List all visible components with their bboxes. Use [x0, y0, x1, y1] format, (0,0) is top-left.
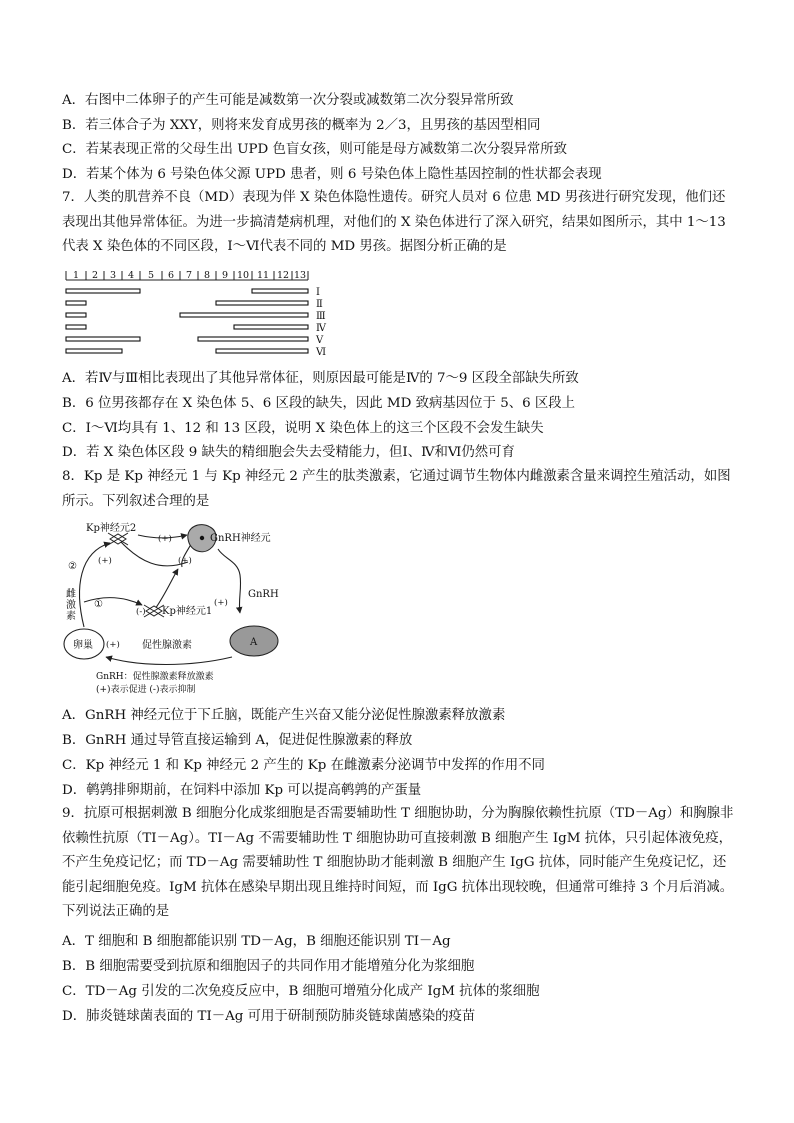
chromosome-bar [234, 325, 308, 329]
chromosome-bar [66, 325, 86, 329]
q6-option-c: C．若某表现正常的父母生出 UPD 色盲女孩，则可能是母方减数第二次分裂异常所致 [62, 142, 568, 157]
q7-option-a: A．若Ⅳ与Ⅲ相比表现出了其他异常体征，则原因最可能是Ⅳ的 7～9 区段全部缺失所致 [62, 371, 579, 386]
row-label: Ⅲ [316, 311, 326, 322]
hormone-label: 促性腺激素 [142, 640, 192, 651]
segment-label: 6 [167, 270, 175, 281]
segment-label: 13 [293, 270, 307, 281]
gnrh-label: GnRH [248, 589, 279, 600]
chromosome-bar [66, 313, 86, 317]
q9-option-a: A．T 细胞和 B 细胞都能识别 TD－Ag，B 细胞还能识别 TI－Ag [62, 934, 451, 949]
chromosome-bar [198, 337, 308, 341]
legend-gnrh: GnRH：促性腺激素释放激素 [96, 672, 214, 682]
row-label: Ⅱ [316, 299, 323, 310]
q8-option-c: C．Kp 神经元 1 和 Kp 神经元 2 产生的 Kp 在雌激素分泌调节中发挥的作用不同 [62, 758, 545, 773]
q7-option-d: D．若 X 染色体区段 9 缺失的精细胞会失去受精能力，但Ⅰ、Ⅳ和Ⅵ仍然可育 [62, 445, 515, 460]
segment-label: 9 [221, 270, 229, 281]
inhibit-sign: (-) [136, 607, 146, 617]
chromosome-bar [66, 289, 140, 293]
chromosome-bar [180, 313, 308, 317]
chromosome-bar [216, 301, 308, 305]
q7-option-b: B．6 位男孩都存在 X 染色体 5、6 区段的缺失，因此 MD 致病基因位于 5、6 区段上 [62, 396, 576, 411]
q6-option-a: A．右图中二体卵子的产生可能是减数第一次分裂或减数第二次分裂异常所致 [62, 93, 514, 108]
path-1-label: ① [94, 599, 103, 610]
segment-label: 3 [109, 270, 117, 281]
ovary-label: 卵巢 [73, 640, 93, 651]
promote-sign: (+) [214, 598, 228, 608]
q9-stem: 9．抗原可根据刺激 B 细胞分化成浆细胞是否需要辅助性 T 细胞协助，分为胸腺依赖性抗原（TD－Ag）和胸腺非依赖性抗原（TI－Ag）。TI－Ag 不需要辅助性 T 细胞协助可直接刺激 B 细胞产生 IgM 抗体，只引起体液免疫，不产生免疫记忆；而 TD－Ag 需要辅助性 T 细胞协助才能刺激 B 细胞产生 IgG 抗体，同时能产生免疫记忆，还能引起细胞免疫。IgM 抗体在感染早期出现且维持时间短，而 IgG 抗体出现较晚，但通常可维持 3 个月后消减。下列说法正确的是 [62, 806, 734, 919]
segment-label: 5 [147, 270, 155, 281]
kp-neuron-2-label: Kp神经元2 [86, 523, 137, 534]
estrogen-label: 雌 [66, 589, 76, 600]
q8-option-b: B．GnRH 通过导管直接运输到 A，促进促性腺激素的释放 [62, 733, 413, 748]
kp-neuron-1-label: Kp神经元1 [162, 606, 213, 617]
gnrh-neuron-label: GnRH神经元 [210, 533, 271, 544]
q9-option-c: C．TD－Ag 引发的二次免疫反应中，B 细胞可增殖分化成产 IgM 抗体的浆细胞 [62, 984, 540, 999]
chromosome-bar [66, 349, 122, 353]
kp-regulation-diagram [60, 517, 300, 697]
q8-option-a: A．GnRH 神经元位于下丘脑，既能产生兴奋又能分泌促性腺激素释放激素 [62, 708, 506, 723]
kp-neuron-2-icon [108, 533, 128, 545]
promote-sign: (+) [158, 534, 172, 544]
chromosome-bar [252, 289, 308, 293]
row-label: Ⅴ [316, 335, 324, 346]
kp-neuron-1-icon [144, 605, 164, 617]
segment-label: 7 [185, 270, 193, 281]
segment-label: 1 [72, 270, 80, 281]
q6-option-d: D．若某个体为 6 号染色体父源 UPD 患者，则 6 号染色体上隐性基因控制的性状都会表现 [62, 167, 602, 182]
row-label: Ⅰ [316, 287, 320, 298]
promote-sign: (+) [106, 640, 120, 650]
q7-option-c: C．Ⅰ～Ⅵ均具有 1、12 和 13 区段，说明 X 染色体上的这三个区段不会发生缺失 [62, 421, 544, 436]
promote-sign: (+) [178, 556, 192, 566]
estrogen-label: 激 [66, 600, 76, 611]
chromosome-bar [66, 337, 140, 341]
estrogen-label: 素 [66, 611, 76, 622]
q8-option-d: D．鹌鹑排卵期前，在饲料中添加 Kp 可以提高鹌鹑的产蛋量 [62, 783, 422, 798]
segment-label: 10 [236, 270, 250, 281]
chromosome-bar [66, 301, 86, 305]
q9-option-b: B．B 细胞需要受到抗原和细胞因子的共同作用才能增殖分化为浆细胞 [62, 959, 475, 974]
segment-label: 11 [256, 270, 270, 281]
segment-label: 12 [276, 270, 290, 281]
x-chromosome-deletion-figure [62, 266, 334, 362]
row-label: Ⅳ [316, 323, 326, 334]
a-label: A [250, 637, 258, 648]
segment-label: 4 [127, 270, 135, 281]
segment-label: 2 [91, 270, 99, 281]
path-2-label: ② [68, 561, 77, 572]
q8-stem: 8．Kp 是 Kp 神经元 1 与 Kp 神经元 2 产生的肽类激素，它通过调节生物体内雌激素含量来调控生殖活动，如图所示。下列叙述合理的是 [62, 469, 731, 509]
q6-option-b: B．若三体合子为 XXY，则将来发育成男孩的概率为 2／3，且男孩的基因型相同 [62, 118, 541, 133]
chromosome-bar [216, 349, 308, 353]
row-label: Ⅵ [316, 347, 327, 358]
q7-stem: 7．人类的肌营养不良（MD）表现为伴 X 染色体隐性遗传。研究人员对 6 位患 MD 男孩进行研究发现，他们还表现出其他异常体征。为进一步搞清楚病机理，对他们的 X 染色体进行了深入研究，结果如图所示，其中 1～13 代表 X 染色体的不同区段，Ⅰ～Ⅵ代表不同的 MD 男孩。据图分析正确的是 [62, 190, 726, 254]
legend-signs: (+)表示促进 (-)表示抑制 [96, 685, 196, 695]
q9-option-d: D．肺炎链球菌表面的 TI－Ag 可用于研制预防肺炎链球菌感染的疫苗 [62, 1009, 476, 1024]
segment-label: 8 [203, 270, 211, 281]
promote-sign: (+) [98, 556, 112, 566]
